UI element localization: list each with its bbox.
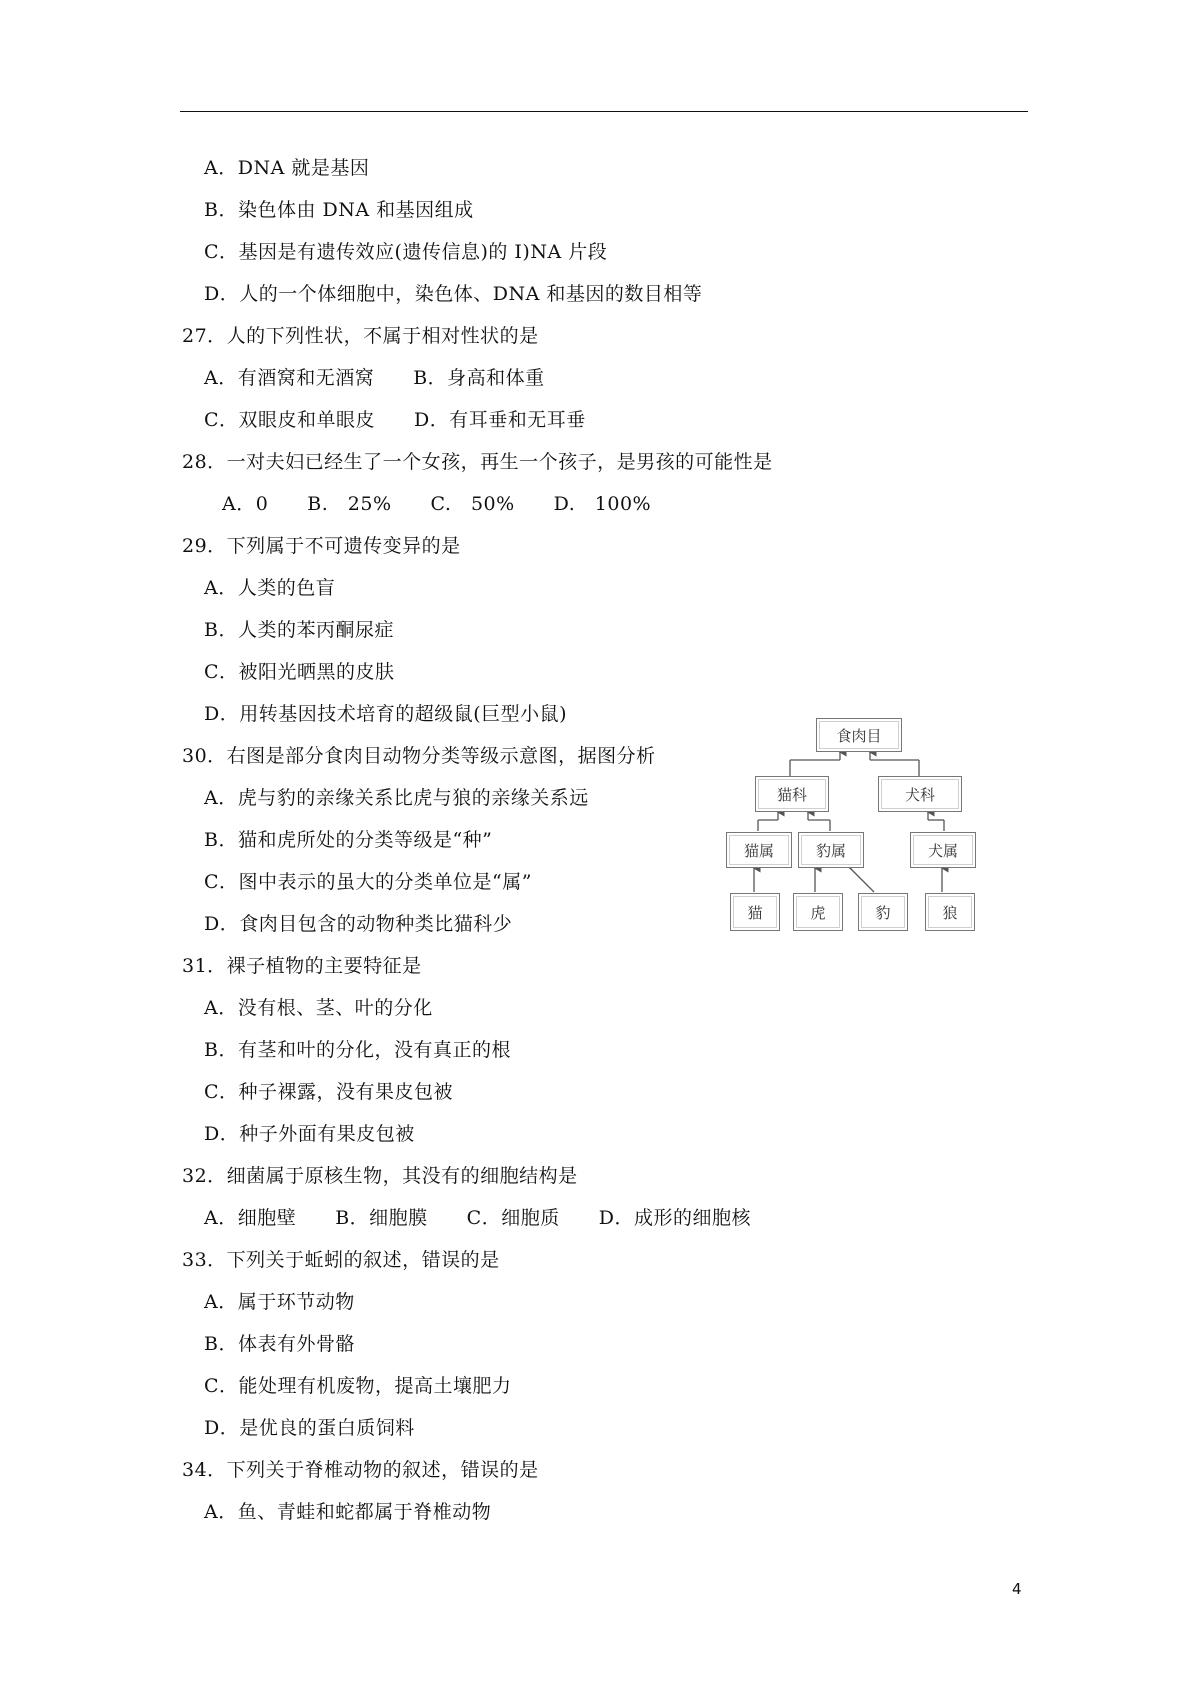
q27-options-cd: C．双眼皮和单眼皮 D．有耳垂和无耳垂 <box>204 409 586 431</box>
q26-option-c: C．基因是有遗传效应(遗传信息)的 I)NA 片段 <box>204 241 608 263</box>
q32-options: A．细胞壁 B．细胞膜 C．细胞质 D．成形的细胞核 <box>204 1207 751 1229</box>
taxonomy-diagram <box>720 718 980 933</box>
page-number: 4 <box>1012 1580 1022 1598</box>
question-27: 27．人的下列性状，不属于相对性状的是 <box>182 325 539 347</box>
question-34: 34．下列关于脊椎动物的叙述，错误的是 <box>182 1459 539 1481</box>
question-32: 32．细菌属于原核生物，其没有的细胞结构是 <box>182 1165 578 1187</box>
q31-option-d: D．种子外面有果皮包被 <box>204 1123 415 1145</box>
question-30: 30．右图是部分食肉目动物分类等级示意图，据图分析 <box>182 745 656 767</box>
q29-option-a: A．人类的色盲 <box>204 577 336 599</box>
q30-option-b: B．猫和虎所处的分类等级是“种” <box>204 829 493 851</box>
q29-option-d: D．用转基因技术培育的超级鼠(巨型小鼠) <box>204 703 568 725</box>
q28-options: A．0 B. 25% C. 50% D. 100% <box>222 493 652 515</box>
node-species-wolf: 狼 <box>925 893 975 931</box>
node-genus-panthera: 豹属 <box>798 832 864 868</box>
header-rule <box>180 111 1028 112</box>
node-family-canidae: 犬科 <box>878 776 962 812</box>
q29-option-b: B．人类的苯丙酮尿症 <box>204 619 394 641</box>
q31-option-b: B．有茎和叶的分化，没有真正的根 <box>204 1039 511 1061</box>
question-33: 33．下列关于蚯蚓的叙述，错误的是 <box>182 1249 500 1271</box>
q30-option-a: A．虎与豹的亲缘关系比虎与狼的亲缘关系远 <box>204 787 589 809</box>
q33-option-c: C．能处理有机废物，提高土壤肥力 <box>204 1375 512 1397</box>
q29-option-c: C．被阳光晒黑的皮肤 <box>204 661 395 683</box>
node-species-leopard: 豹 <box>858 893 908 931</box>
node-species-tiger: 虎 <box>793 893 843 931</box>
q33-option-b: B．体表有外骨骼 <box>204 1333 355 1355</box>
q30-option-d: D．食肉目包含的动物种类比猫科少 <box>204 913 513 935</box>
node-order-carnivora: 食肉目 <box>816 718 902 752</box>
q27-options-ab: A．有酒窝和无酒窝 B．身高和体重 <box>204 367 545 389</box>
q33-option-a: A．属于环节动物 <box>204 1291 355 1313</box>
node-species-cat: 猫 <box>730 893 780 931</box>
node-genus-felis: 猫属 <box>726 832 792 868</box>
q33-option-d: D．是优良的蛋白质饲料 <box>204 1417 415 1439</box>
node-family-felidae: 猫科 <box>755 776 829 812</box>
q26-option-a: A．DNA 就是基因 <box>204 157 370 179</box>
q34-option-a: A．鱼、青蛙和蛇都属于脊椎动物 <box>204 1501 492 1523</box>
question-29: 29．下列属于不可遗传变异的是 <box>182 535 461 557</box>
q31-option-c: C．种子裸露，没有果皮包被 <box>204 1081 454 1103</box>
q30-option-c: C．图中表示的虽大的分类单位是“属” <box>204 871 532 893</box>
node-genus-canis: 犬属 <box>910 832 976 868</box>
question-28: 28．一对夫妇已经生了一个女孩，再生一个孩子，是男孩的可能性是 <box>182 451 773 473</box>
q31-option-a: A．没有根、茎、叶的分化 <box>204 997 433 1019</box>
question-31: 31．裸子植物的主要特征是 <box>182 955 422 977</box>
q26-option-d: D．人的一个体细胞中，染色体、DNA 和基因的数目相等 <box>204 283 703 305</box>
q26-option-b: B．染色体由 DNA 和基因组成 <box>204 199 474 221</box>
